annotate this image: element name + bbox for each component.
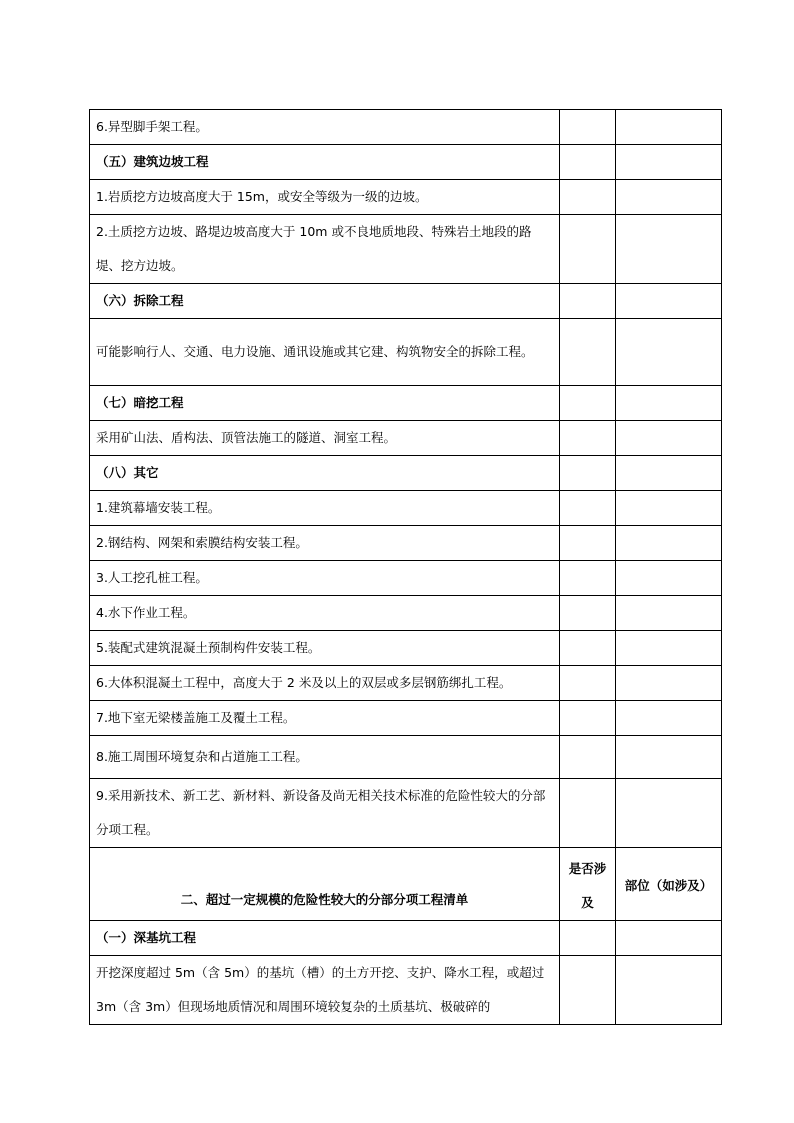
table-row [90,456,722,491]
row-text: 1.建筑幕墙安装工程。 [90,491,560,526]
row-text: 5.装配式建筑混凝土预制构件安装工程。 [90,631,560,666]
involved-column-header: 是否涉及 [560,848,616,921]
location-cell[interactable] [616,145,722,180]
location-cell[interactable] [616,215,722,284]
location-cell[interactable] [616,386,722,421]
section-heading: （六）拆除工程 [90,284,560,319]
location-cell[interactable] [616,526,722,561]
involved-cell[interactable] [560,666,616,701]
row-text: 9.采用新技术、新工艺、新材料、新设备及尚无相关技术标准的危险性较大的分部分项工程。 [90,779,560,848]
location-cell[interactable] [616,631,722,666]
location-cell[interactable] [616,596,722,631]
table-row [90,736,722,779]
table-row [90,284,722,319]
section-heading: （八）其它 [90,456,560,491]
table-row [90,319,722,386]
location-cell[interactable] [616,701,722,736]
table-row [90,561,722,596]
involved-cell[interactable] [560,956,616,1025]
table-row [90,701,722,736]
table-row [90,526,722,561]
table-row [90,215,722,284]
location-cell[interactable] [616,561,722,596]
table-row [90,180,722,215]
location-cell[interactable] [616,421,722,456]
row-text: 可能影响行人、交通、电力设施、通讯设施或其它建、构筑物安全的拆除工程。 [90,319,560,386]
row-text: 7.地下室无梁楼盖施工及覆土工程。 [90,701,560,736]
table-row [90,145,722,180]
row-text: 1.岩质挖方边坡高度大于 15m，或安全等级为一级的边坡。 [90,180,560,215]
involved-cell[interactable] [560,215,616,284]
section-header-row [90,848,722,921]
table-row [90,386,722,421]
location-cell[interactable] [616,110,722,145]
location-cell[interactable] [616,666,722,701]
involved-cell[interactable] [560,284,616,319]
location-cell[interactable] [616,491,722,526]
involved-cell[interactable] [560,110,616,145]
table-row [90,779,722,848]
involved-cell[interactable] [560,561,616,596]
section-heading: （一）深基坑工程 [90,921,560,956]
table-row [90,666,722,701]
involved-cell[interactable] [560,701,616,736]
location-cell[interactable] [616,921,722,956]
involved-cell[interactable] [560,456,616,491]
involved-cell[interactable] [560,491,616,526]
involved-cell[interactable] [560,145,616,180]
involved-cell[interactable] [560,921,616,956]
involved-cell[interactable] [560,736,616,779]
table-row [90,110,722,145]
row-text: 6.异型脚手架工程。 [90,110,560,145]
row-text: 6.大体积混凝土工程中，高度大于 2 米及以上的双层或多层钢筋绑扎工程。 [90,666,560,701]
involved-cell[interactable] [560,386,616,421]
involved-cell[interactable] [560,319,616,386]
table-row [90,421,722,456]
row-text: 3.人工挖孔桩工程。 [90,561,560,596]
row-text: 2.钢结构、网架和索膜结构安装工程。 [90,526,560,561]
involved-cell[interactable] [560,421,616,456]
section-heading: （五）建筑边坡工程 [90,145,560,180]
section-heading: （七）暗挖工程 [90,386,560,421]
involved-cell[interactable] [560,180,616,215]
involved-cell[interactable] [560,779,616,848]
involved-cell[interactable] [560,631,616,666]
row-text: 4.水下作业工程。 [90,596,560,631]
row-text: 2.土质挖方边坡、路堤边坡高度大于 10m 或不良地质地段、特殊岩土地段的路堤、挖方边坡。 [90,215,560,284]
table-row [90,921,722,956]
table-row [90,491,722,526]
table-row [90,596,722,631]
row-text: 8.施工周围环境复杂和占道施工工程。 [90,736,560,779]
location-column-header: 部位（如涉及） [616,848,722,921]
table-row [90,956,722,1025]
location-cell[interactable] [616,180,722,215]
row-text: 开挖深度超过 5m（含 5m）的基坑（槽）的土方开挖、支护、降水工程，或超过 3m（含 3m）但现场地质情况和周围环境较复杂的土质基坑、极破碎的 [90,956,560,1025]
table-row [90,631,722,666]
location-cell[interactable] [616,456,722,491]
location-cell[interactable] [616,284,722,319]
location-cell[interactable] [616,319,722,386]
location-cell[interactable] [616,736,722,779]
location-cell[interactable] [616,956,722,1025]
location-cell[interactable] [616,779,722,848]
hazard-project-table [89,109,722,1025]
involved-cell[interactable] [560,526,616,561]
row-text: 采用矿山法、盾构法、顶管法施工的隧道、洞室工程。 [90,421,560,456]
section-title: 二、超过一定规模的危险性较大的分部分项工程清单 [90,848,560,921]
involved-cell[interactable] [560,596,616,631]
